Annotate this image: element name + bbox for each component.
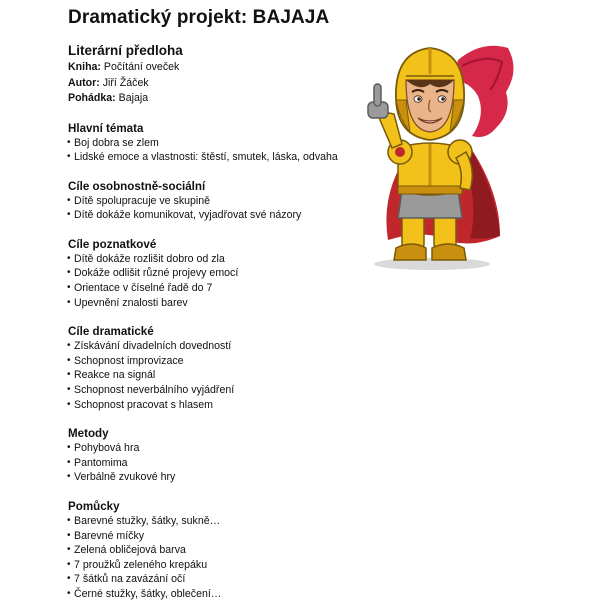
right-pupil <box>441 97 445 101</box>
list-item: • Orientace v číselné řadě do 7 <box>68 281 368 296</box>
list-item: • 7 šátků na zavázání očí <box>68 572 368 587</box>
knowledge-goals-section <box>68 237 368 310</box>
list-item: • Schopnost improvizace <box>68 354 368 369</box>
personal-goals-list <box>68 194 368 223</box>
themes-heading: Hlavní témata <box>68 121 144 135</box>
knowledge-goals-heading: Cíle poznatkové <box>68 237 157 251</box>
literary-heading: Literární předloha <box>68 43 183 58</box>
list-item: • Zelená obličejová barva <box>68 543 368 558</box>
book-label: Kniha: <box>68 61 101 73</box>
methods-section <box>68 426 368 485</box>
author-row <box>68 76 368 92</box>
document-body <box>68 42 368 602</box>
list-item: • Dítě dokáže rozlišit dobro od zla <box>68 252 368 267</box>
methods-list <box>68 441 368 485</box>
tale-row <box>68 91 368 107</box>
list-item: • Barevné míčky <box>68 529 368 544</box>
list-item: • Reakce na signál <box>68 368 368 383</box>
rosette-shape <box>395 147 405 157</box>
author-label: Autor: <box>68 76 100 89</box>
list-item: • Verbálně zvukové hry <box>68 470 368 485</box>
tale-label: Pohádka: <box>68 92 116 104</box>
themes-list <box>68 136 368 165</box>
list-item: • Získávání divadelních dovedností <box>68 339 368 354</box>
belt-shape <box>398 186 462 194</box>
author-value: Jiří Žáček <box>102 76 149 89</box>
list-item: • Boj dobra se zlem <box>68 136 368 151</box>
dramatic-goals-heading: Cíle dramatické <box>68 325 154 339</box>
list-item: • Černé stužky, šátky, oblečení… <box>68 587 368 602</box>
methods-heading: Metody <box>68 427 109 441</box>
list-item: • Schopnost pracovat s hlasem <box>68 398 368 413</box>
list-item: • Barevné stužky, šátky, sukně… <box>68 514 368 529</box>
personal-goals-heading: Cíle osobnostně-sociální <box>68 179 206 193</box>
left-pupil <box>417 97 421 101</box>
list-item: • Upevnění znalosti barev <box>68 296 368 311</box>
literary-section <box>68 42 368 107</box>
list-item: • Lidské emoce a vlastnosti: štěstí, smutek, láska, odvaha <box>68 150 368 165</box>
tools-heading: Pomůcky <box>68 500 120 513</box>
themes-section <box>68 121 368 165</box>
tools-list <box>68 514 368 602</box>
list-item: • Pohybová hra <box>68 441 368 456</box>
dramatic-goals-section <box>68 324 368 412</box>
left-boot-shape <box>394 244 426 260</box>
list-item: • Schopnost neverbálního vyjádření <box>68 383 368 398</box>
knight-illustration <box>350 40 520 272</box>
tools-section <box>68 499 368 602</box>
book-value: Počítání oveček <box>103 61 180 73</box>
right-boot-shape <box>432 244 466 260</box>
knowledge-goals-list <box>68 252 368 310</box>
tale-value: Bajaja <box>118 92 149 104</box>
list-item: • 7 proužků zeleného krepáku <box>68 558 368 573</box>
pointing-finger-shape <box>374 84 381 106</box>
dramatic-goals-list <box>68 339 368 412</box>
list-item: • Dokáže odlišit různé projevy emocí <box>68 266 368 281</box>
list-item: • Pantomima <box>68 456 368 471</box>
list-item: • Dítě dokáže komunikovat, vyjadřovat své názory <box>68 208 368 223</box>
book-row <box>68 60 368 76</box>
personal-goals-section <box>68 179 368 223</box>
page-title: Dramatický projekt: BAJAJA <box>68 7 330 28</box>
list-item: • Dítě spolupracuje ve skupině <box>68 194 368 209</box>
